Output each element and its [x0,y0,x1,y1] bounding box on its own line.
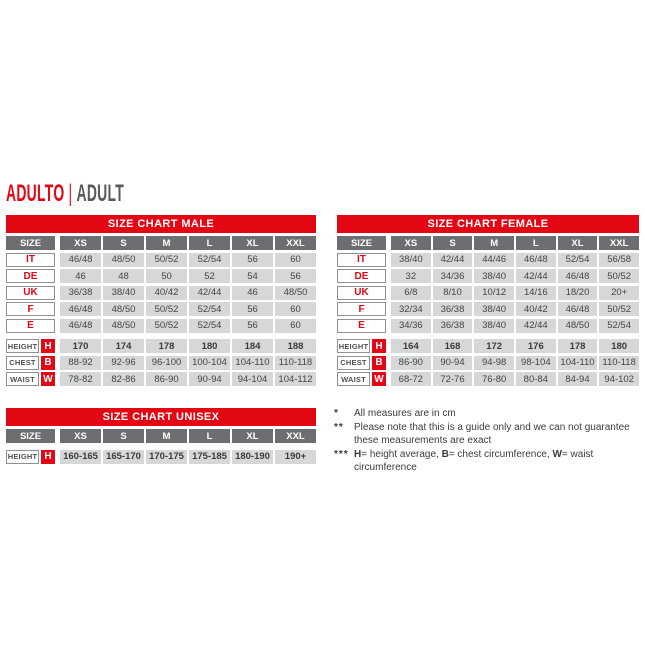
measure-value-cell: 172 [474,339,514,353]
measure-value-cell: 104-110 [232,356,273,370]
footnote-marker: * [334,408,339,419]
size-value-cell: 50/52 [599,302,639,316]
size-value-cell: 56 [232,302,273,316]
size-value-cell: 54 [232,269,273,283]
size-value-cell: 42/44 [433,253,473,267]
measure-value-cell: 104-112 [275,372,316,386]
measure-value-cell: 190+ [275,450,316,464]
country-label-f: F [6,302,55,316]
size-value-cell: 38/40 [474,319,514,333]
size-value-cell: 46/48 [516,253,556,267]
country-label-de: DE [337,269,386,283]
size-chart-unisex [6,408,316,464]
measure-name-waist: WAIST [337,372,370,386]
size-chart-female-rows [337,236,639,386]
measure-letter-badge: H [41,339,55,353]
measure-value-cell: 168 [433,339,473,353]
size-value-cell: 52 [189,269,230,283]
size-value-cell: 52/54 [189,302,230,316]
measure-value-cell: 165-170 [103,450,144,464]
size-value-cell: 34/36 [433,269,473,283]
size-value-cell: 46 [232,286,273,300]
footnote-text [354,421,643,447]
measure-letter-badge: H [372,339,386,353]
size-value-cell: 46 [60,269,101,283]
column-header-s: S [103,429,144,443]
table-row [337,286,639,300]
size-value-cell: 52/54 [558,253,598,267]
measure-label-height [337,339,386,353]
table-row [6,339,316,353]
size-value-cell: 46/48 [60,319,101,333]
size-value-cell: 48 [103,269,144,283]
column-header-s: S [433,236,473,250]
column-header-xl: XL [232,429,273,443]
size-value-cell: 36/38 [60,286,101,300]
measure-letter-badge: B [41,356,55,370]
column-header-l: L [189,236,230,250]
country-label-de: DE [6,269,55,283]
size-value-cell: 38/40 [474,269,514,283]
measure-value-cell: 178 [146,339,187,353]
table-row [337,302,639,316]
size-column-header: SIZE [337,236,386,250]
measure-value-cell: 96-100 [146,356,187,370]
measure-value-cell: 94-98 [474,356,514,370]
measure-value-cell: 72-76 [433,372,473,386]
measure-value-cell: 180 [599,339,639,353]
size-value-cell: 36/38 [433,319,473,333]
measure-value-cell: 188 [275,339,316,353]
size-value-cell: 36/38 [433,302,473,316]
size-value-cell: 46/48 [558,269,598,283]
column-header-row [6,236,316,250]
measure-value-cell: 82-86 [103,372,144,386]
column-header-xs: XS [60,429,101,443]
size-value-cell: 56 [232,253,273,267]
size-column-header: SIZE [6,236,55,250]
footnote-segment: H [354,449,362,460]
measure-letter-badge: W [372,372,386,386]
size-chart-male-title: SIZE CHART MALE [6,215,316,233]
size-value-cell: 46/48 [60,302,101,316]
column-header-m: M [146,236,187,250]
size-value-cell: 60 [275,253,316,267]
column-header-row [337,236,639,250]
country-label-f: F [337,302,386,316]
table-row [6,356,316,370]
footnote-segment: W [552,449,562,460]
footnote-segment: Please note that this is a guide only and we can not guarantee these measurements are exact [354,422,630,446]
table-row [6,269,316,283]
measure-value-cell: 84-94 [558,372,598,386]
table-row [6,372,316,386]
column-header-xxl: XXL [599,236,639,250]
measure-label-chest [337,356,386,370]
country-label-it: IT [6,253,55,267]
table-row [337,356,639,370]
measure-value-cell: 78-82 [60,372,101,386]
column-header-m: M [146,429,187,443]
size-value-cell: 10/12 [474,286,514,300]
size-value-cell: 42/44 [516,269,556,283]
measure-value-cell: 110-118 [599,356,639,370]
page-title-secondary: ADULT [76,180,125,207]
measure-value-cell: 86-90 [146,372,187,386]
size-value-cell: 50/52 [146,319,187,333]
measure-value-cell: 86-90 [391,356,431,370]
size-value-cell: 52/54 [599,319,639,333]
footnote-line [334,421,643,447]
footnote-text [354,407,643,420]
table-row [337,372,639,386]
size-value-cell: 18/20 [558,286,598,300]
size-value-cell: 32 [391,269,431,283]
measure-value-cell: 170 [60,339,101,353]
table-row [337,319,639,333]
footnote-segment: = height average, [361,449,442,460]
measure-value-cell: 104-110 [558,356,598,370]
measure-name-height: HEIGHT [6,450,39,464]
measure-value-cell: 92-96 [103,356,144,370]
size-value-cell: 52/54 [189,319,230,333]
size-value-cell: 56 [232,319,273,333]
footnote-segment: = waist circumference [354,449,594,473]
measure-label-height [6,450,55,464]
table-row [337,253,639,267]
table-row [6,450,316,464]
measure-letter-badge: W [41,372,55,386]
measure-value-cell: 80-84 [516,372,556,386]
measure-name-waist: WAIST [6,372,39,386]
footnote-marker: ** [334,422,344,433]
size-value-cell: 40/42 [516,302,556,316]
country-label-e: E [337,319,386,333]
size-value-cell: 42/44 [516,319,556,333]
table-row [6,302,316,316]
size-value-cell: 32/34 [391,302,431,316]
measure-value-cell: 88-92 [60,356,101,370]
table-row [337,269,639,283]
measure-value-cell: 176 [516,339,556,353]
size-value-cell: 50/52 [146,253,187,267]
measure-value-cell: 160-165 [60,450,101,464]
size-chart-male [6,215,316,386]
column-header-xl: XL [558,236,598,250]
size-value-cell: 14/16 [516,286,556,300]
country-label-uk: UK [337,286,386,300]
size-value-cell: 34/36 [391,319,431,333]
measure-value-cell: 164 [391,339,431,353]
size-value-cell: 46/48 [60,253,101,267]
page-title-primary: ADULTO [6,180,65,207]
column-header-xs: XS [391,236,431,250]
measure-label-chest [6,356,55,370]
measure-value-cell: 184 [232,339,273,353]
size-value-cell: 6/8 [391,286,431,300]
measure-name-height: HEIGHT [337,339,370,353]
size-value-cell: 40/42 [146,286,187,300]
column-header-xxl: XXL [275,429,316,443]
footnote-segment: All measures are in cm [354,408,456,419]
measure-value-cell: 110-118 [275,356,316,370]
size-column-header: SIZE [6,429,55,443]
page-title [6,180,124,208]
size-value-cell: 42/44 [189,286,230,300]
size-value-cell: 56 [275,269,316,283]
footnote-segment: B [441,449,449,460]
footnote-text [354,448,643,474]
size-value-cell: 38/40 [391,253,431,267]
country-label-e: E [6,319,55,333]
size-value-cell: 60 [275,319,316,333]
column-header-xxl: XXL [275,236,316,250]
column-header-xs: XS [60,236,101,250]
size-chart-male-rows [6,236,316,386]
footnote-line [334,448,643,474]
measure-letter-badge: H [41,450,55,464]
measure-value-cell: 94-104 [232,372,273,386]
measure-value-cell: 68-72 [391,372,431,386]
measure-letter-badge: B [372,356,386,370]
size-value-cell: 50/52 [599,269,639,283]
size-value-cell: 56/58 [599,253,639,267]
size-value-cell: 48/50 [103,302,144,316]
measure-value-cell: 170-175 [146,450,187,464]
measure-value-cell: 174 [103,339,144,353]
size-value-cell: 38/40 [474,302,514,316]
table-row [6,319,316,333]
table-row [6,253,316,267]
footnotes [334,407,643,475]
size-value-cell: 60 [275,302,316,316]
size-chart-unisex-rows [6,429,316,464]
size-chart-female-title: SIZE CHART FEMALE [337,215,639,233]
measure-label-waist [6,372,55,386]
measure-value-cell: 90-94 [433,356,473,370]
column-header-s: S [103,236,144,250]
measure-value-cell: 178 [558,339,598,353]
size-value-cell: 48/50 [103,319,144,333]
size-value-cell: 48/50 [275,286,316,300]
size-value-cell: 50/52 [146,302,187,316]
footnote-segment: = chest circumference, [448,449,553,460]
measure-label-height [6,339,55,353]
measure-value-cell: 90-94 [189,372,230,386]
column-header-m: M [474,236,514,250]
size-value-cell: 50 [146,269,187,283]
footnote-marker: *** [334,449,349,460]
measure-value-cell: 175-185 [189,450,230,464]
column-header-xl: XL [232,236,273,250]
size-value-cell: 48/50 [103,253,144,267]
column-header-l: L [189,429,230,443]
measure-value-cell: 180 [189,339,230,353]
measure-name-chest: CHEST [337,356,370,370]
footnote-line [334,407,643,420]
measure-name-height: HEIGHT [6,339,39,353]
measure-label-waist [337,372,386,386]
column-header-row [6,429,316,443]
measure-name-chest: CHEST [6,356,39,370]
measure-value-cell: 180-190 [232,450,273,464]
measure-value-cell: 98-104 [516,356,556,370]
measure-value-cell: 94-102 [599,372,639,386]
column-header-l: L [516,236,556,250]
size-value-cell: 46/48 [558,302,598,316]
size-chart-female [337,215,639,386]
measure-value-cell: 76-80 [474,372,514,386]
size-chart-unisex-title: SIZE CHART UNISEX [6,408,316,426]
size-value-cell: 8/10 [433,286,473,300]
size-value-cell: 20+ [599,286,639,300]
country-label-uk: UK [6,286,55,300]
size-value-cell: 48/50 [558,319,598,333]
measure-value-cell: 100-104 [189,356,230,370]
size-value-cell: 44/46 [474,253,514,267]
table-row [337,339,639,353]
size-value-cell: 52/54 [189,253,230,267]
country-label-it: IT [337,253,386,267]
page-title-separator: | [68,180,73,207]
size-value-cell: 38/40 [103,286,144,300]
table-row [6,286,316,300]
